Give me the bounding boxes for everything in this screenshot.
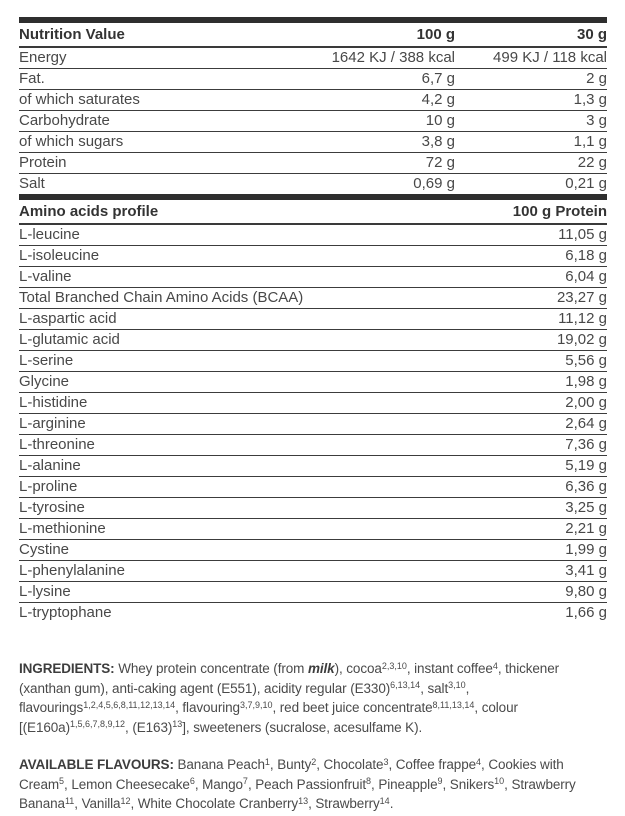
nutrient-value-100g: 6,7 g xyxy=(421,70,455,87)
text-segment: 1,2,4,5,6,8,11,12,13,14 xyxy=(83,699,176,710)
amino-acid-value: 2,00 g xyxy=(565,394,607,411)
nutrition-table-header xyxy=(19,23,607,48)
nutrition-header-col-30g: 30 g xyxy=(576,26,607,43)
text-segment: 3,7,9,10 xyxy=(239,699,273,710)
text-segment: , red beet juice concentrate xyxy=(272,700,433,715)
text-segment: 3 xyxy=(383,756,389,767)
text-segment: , instant coffee xyxy=(406,661,493,676)
amino-acid-label: Cystine xyxy=(19,541,70,558)
text-segment: , flavouring xyxy=(175,700,240,715)
nutrient-value-30g: 0,21 g xyxy=(565,175,607,192)
table-row xyxy=(19,372,607,393)
nutrient-value-100g: 10 g xyxy=(425,112,455,129)
table-row xyxy=(19,267,607,288)
text-segment: , (E163) xyxy=(125,719,173,735)
table-row xyxy=(19,393,607,414)
text-segment: , Lemon Cheesecake xyxy=(64,776,190,792)
text-segment: . xyxy=(389,796,394,811)
text-segment: , Strawberry xyxy=(308,796,380,811)
text-segment: 6 xyxy=(189,776,195,786)
text-segment: , Chocolate xyxy=(316,757,384,772)
table-row xyxy=(19,132,607,153)
amino-acid-value: 6,04 g xyxy=(565,268,607,285)
text-segment: , thickener (xanthan gum), anti-caking agent (E551), acidity regular (E330) xyxy=(19,661,560,696)
text-segment: 12 xyxy=(120,795,131,806)
text-segment: 4 xyxy=(492,660,498,671)
nutrient-value-30g: 1,1 g xyxy=(573,133,607,150)
amino-acid-value: 7,36 g xyxy=(565,436,607,453)
amino-acid-label: L-alanine xyxy=(19,457,81,474)
nutrient-label: Protein xyxy=(19,154,67,171)
text-segment: , Pineapple xyxy=(371,776,438,792)
text-segment: 1,5,6,7,8,9,12 xyxy=(69,719,126,729)
amino-acid-label: L-glutamic acid xyxy=(19,331,120,348)
amino-acid-value: 11,12 g xyxy=(558,310,607,327)
nutrient-value-100g: 0,69 g xyxy=(413,175,455,192)
text-segment: , White Chocolate Cranberry xyxy=(130,796,299,811)
amino-acid-label: L-histidine xyxy=(19,394,88,411)
amino-acid-label: L-leucine xyxy=(19,226,80,243)
nutrient-value-30g: 3 g xyxy=(586,112,607,129)
table-row xyxy=(19,330,607,351)
text-segment: Banana Peach xyxy=(177,757,265,772)
amino-acid-value: 3,25 g xyxy=(565,499,607,516)
text-segment: 6,13,14 xyxy=(390,680,421,690)
text-segment: , Strawberry Banana xyxy=(19,776,576,811)
text-segment: 5 xyxy=(59,776,65,786)
nutrition-header-col-100g: 100 g xyxy=(416,26,455,43)
amino-acid-value: 5,19 g xyxy=(565,457,607,474)
table-row xyxy=(19,90,607,111)
text-segment: 13 xyxy=(298,795,309,806)
amino-acid-label: Glycine xyxy=(19,373,70,390)
text-segment: , Peach Passionfruit xyxy=(247,776,367,792)
amino-acid-value: 1,99 g xyxy=(565,541,607,558)
amino-table-body xyxy=(19,225,607,623)
amino-acid-value: 1,98 g xyxy=(565,373,607,390)
amino-acid-value: 9,80 g xyxy=(565,583,607,600)
nutrient-value-30g: 2 g xyxy=(586,70,607,87)
amino-acid-label: Total Branched Chain Amino Acids (BCAA) xyxy=(19,289,304,306)
amino-acid-label: L-valine xyxy=(19,268,72,285)
table-row xyxy=(19,351,607,372)
amino-acid-value: 5,56 g xyxy=(565,352,607,369)
text-segment: 2,3,10 xyxy=(381,660,407,671)
amino-acid-value: 1,66 g xyxy=(565,604,607,621)
text-segment: ), cocoa xyxy=(334,661,382,676)
text-segment: 9 xyxy=(437,776,443,786)
amino-acid-value: 2,21 g xyxy=(565,520,607,537)
nutrient-value-100g: 1642 KJ / 388 kcal xyxy=(331,49,455,66)
amino-acid-label: L-arginine xyxy=(19,415,86,432)
amino-acid-value: 6,36 g xyxy=(565,478,607,495)
amino-acid-value: 3,41 g xyxy=(565,562,607,579)
amino-acid-label: L-tyrosine xyxy=(19,499,85,516)
amino-header-title: Amino acids profile xyxy=(19,203,159,220)
table-row xyxy=(19,288,607,309)
amino-header-col: 100 g Protein xyxy=(512,203,607,220)
text-segment: , Mango xyxy=(194,776,243,792)
nutrient-label: Salt xyxy=(19,175,45,192)
table-row xyxy=(19,519,607,540)
text-segment: 4 xyxy=(476,756,482,767)
text-segment: , Coffee frappe xyxy=(388,757,477,772)
nutrient-label: Carbohydrate xyxy=(19,112,110,129)
text-segment: milk xyxy=(307,661,335,676)
amino-table-header xyxy=(19,200,607,225)
amino-acid-value: 23,27 g xyxy=(556,289,607,306)
text-segment: 10 xyxy=(494,776,505,786)
table-row xyxy=(19,582,607,603)
text-segment: 11 xyxy=(64,795,75,806)
table-row xyxy=(19,174,607,194)
text-segment: , Bunty xyxy=(269,757,312,772)
text-segment: 14 xyxy=(379,795,390,806)
nutrient-value-30g: 499 KJ / 118 kcal xyxy=(493,49,607,66)
text-segment: 1 xyxy=(264,756,270,767)
text-segment: ], sweeteners (sucralose, acesulfame K). xyxy=(182,719,423,735)
nutrient-value-100g: 4,2 g xyxy=(421,91,455,108)
table-row xyxy=(19,435,607,456)
amino-acid-label: L-tryptophane xyxy=(19,604,112,621)
amino-acid-value: 6,18 g xyxy=(565,247,607,264)
nutrient-value-30g: 1,3 g xyxy=(573,91,607,108)
table-row xyxy=(19,246,607,267)
ingredients-paragraph xyxy=(19,660,607,738)
amino-acid-value: 19,02 g xyxy=(556,331,607,348)
nutrition-table-body xyxy=(19,48,607,194)
table-row xyxy=(19,111,607,132)
text-segment: , flavourings xyxy=(19,680,470,715)
table-row xyxy=(19,414,607,435)
nutrient-label: Energy xyxy=(19,49,67,66)
text-segment: , colour [(E160a) xyxy=(19,700,518,735)
table-row xyxy=(19,225,607,246)
text-segment: 7 xyxy=(242,776,248,786)
amino-acid-label: L-serine xyxy=(19,352,74,369)
amino-acid-label: L-phenylalanine xyxy=(19,562,125,579)
text-segment: INGREDIENTS: xyxy=(19,661,119,676)
nutrient-value-100g: 72 g xyxy=(425,154,455,171)
text-segment: AVAILABLE FLAVOURS: xyxy=(19,757,178,772)
text-segment: , salt xyxy=(420,680,449,696)
table-row xyxy=(19,153,607,174)
text-segment: 8,11,13,14 xyxy=(432,699,475,710)
text-segment: 8 xyxy=(366,776,372,786)
text-segment: , Vanilla xyxy=(74,796,121,811)
nutrient-label: of which sugars xyxy=(19,133,124,150)
table-row xyxy=(19,48,607,69)
text-segment: , Cookies with Cream xyxy=(19,757,564,792)
text-segment: 2 xyxy=(311,756,317,767)
text-segment: 3,10 xyxy=(448,680,466,690)
table-row xyxy=(19,540,607,561)
text-segment: 13 xyxy=(172,719,183,729)
nutrient-value-30g: 22 g xyxy=(577,154,607,171)
amino-acid-label: L-proline xyxy=(19,478,78,495)
amino-acid-label: L-isoleucine xyxy=(19,247,100,264)
nutrient-label: of which saturates xyxy=(19,91,140,108)
table-row xyxy=(19,477,607,498)
table-row xyxy=(19,309,607,330)
nutrition-header-title: Nutrition Value xyxy=(19,26,125,43)
amino-acid-label: L-methionine xyxy=(19,520,106,537)
amino-acid-label: L-aspartic acid xyxy=(19,310,117,327)
available-flavours-paragraph xyxy=(19,756,607,815)
table-row xyxy=(19,561,607,582)
table-row xyxy=(19,69,607,90)
amino-acid-label: L-threonine xyxy=(19,436,95,453)
table-row xyxy=(19,603,607,623)
amino-acid-value: 2,64 g xyxy=(565,415,607,432)
text-segment: , Snikers xyxy=(442,776,495,792)
text-segment: Whey protein concentrate (from xyxy=(118,661,308,676)
amino-acid-label: L-lysine xyxy=(19,583,71,600)
nutrient-value-100g: 3,8 g xyxy=(421,133,455,150)
amino-acid-value: 11,05 g xyxy=(558,226,607,243)
table-row xyxy=(19,456,607,477)
table-row xyxy=(19,498,607,519)
nutrient-label: Fat. xyxy=(19,70,45,87)
